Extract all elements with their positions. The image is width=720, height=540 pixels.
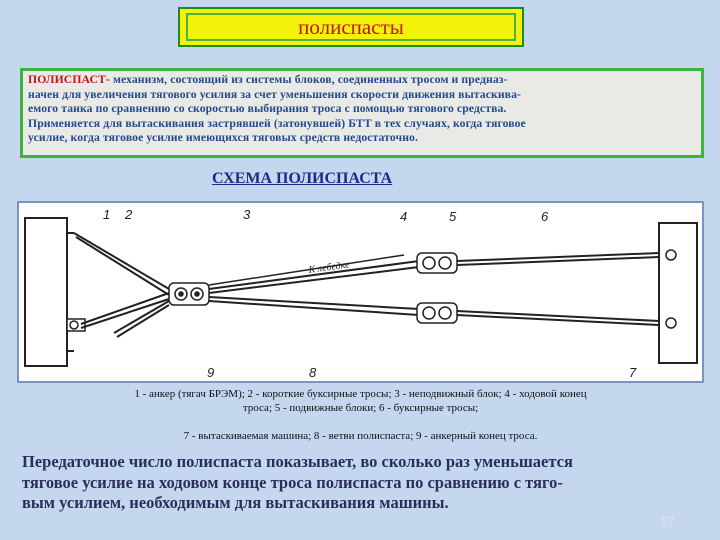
title-banner <box>178 7 524 47</box>
callout-2: 2 <box>125 207 133 222</box>
callout-5: 5 <box>449 209 457 224</box>
bottom-text-line-1: Передаточное число полиспаста показывает, во сколько раз уменьшается <box>22 452 573 471</box>
callout-8: 8 <box>309 365 317 380</box>
movable-blocks <box>417 253 457 323</box>
callout-4: 4 <box>400 209 408 224</box>
scheme-title: СХЕМА ПОЛИСПАСТА <box>212 170 393 187</box>
bottom-text-line-3: вым усилием, необходимым для вытаскивания машины. <box>22 493 449 512</box>
definition-text-1: механизм, состоящий из системы блоков, соединенных тросом и предназ- <box>109 73 508 86</box>
definition-term: ПОЛИСПАСТ- <box>28 73 110 86</box>
legend-line-1: 1 - анкер (тягач БРЭМ); 2 - короткие буксирные тросы; 3 - неподвижный блок; 4 - ходовой конец <box>134 388 587 400</box>
definition-line-2: начен для увеличения тягового усилия за счет уменьшения скорости движения вытаскива- <box>28 87 522 101</box>
callout-7: 7 <box>629 365 637 380</box>
pulley-scheme-diagram <box>19 203 702 381</box>
bottom-text-line-2: тяговое усилие на ходовом конце троса полиспаста по сравнению с тяго- <box>22 472 563 492</box>
callout-1: 1 <box>103 207 111 222</box>
callout-9: 9 <box>207 365 215 380</box>
definition-line-1 <box>28 73 696 88</box>
legend-line-2: троса; 5 - подвижные блоки; 6 - буксирные тросы; <box>242 402 479 414</box>
callout-6: 6 <box>541 209 549 224</box>
fixed-block <box>169 283 209 305</box>
rope-label: К лебедке <box>307 259 351 276</box>
tackle-branches <box>114 261 419 337</box>
pulled-vehicle <box>659 223 697 363</box>
callout-3: 3 <box>243 207 251 222</box>
anchor-vehicle <box>25 218 85 366</box>
definition-line-4: Применяется для вытаскивания застрявшей (затонувшей) БТТ в тех случаях, когда тяговое <box>28 116 526 130</box>
tow-ropes <box>457 253 659 325</box>
definition-box <box>20 68 704 158</box>
definition-line-5: усилие, когда тяговое усилие имеющихся тяговых средств недостаточно. <box>28 131 419 144</box>
transmission-ratio-text <box>22 452 702 514</box>
definition-line-3: емого танка по сравнению со скоростью выбирания троса с помощью тягового средства. <box>28 102 507 115</box>
slide-title: полиспасты <box>186 13 516 41</box>
legend-line-3: 7 - вытаскиваемая машина; 8 - ветви полиспаста; 9 - анкерный конец троса. <box>183 430 538 442</box>
pulley-scheme-figure <box>17 201 704 383</box>
page-number: 17 <box>660 514 675 529</box>
